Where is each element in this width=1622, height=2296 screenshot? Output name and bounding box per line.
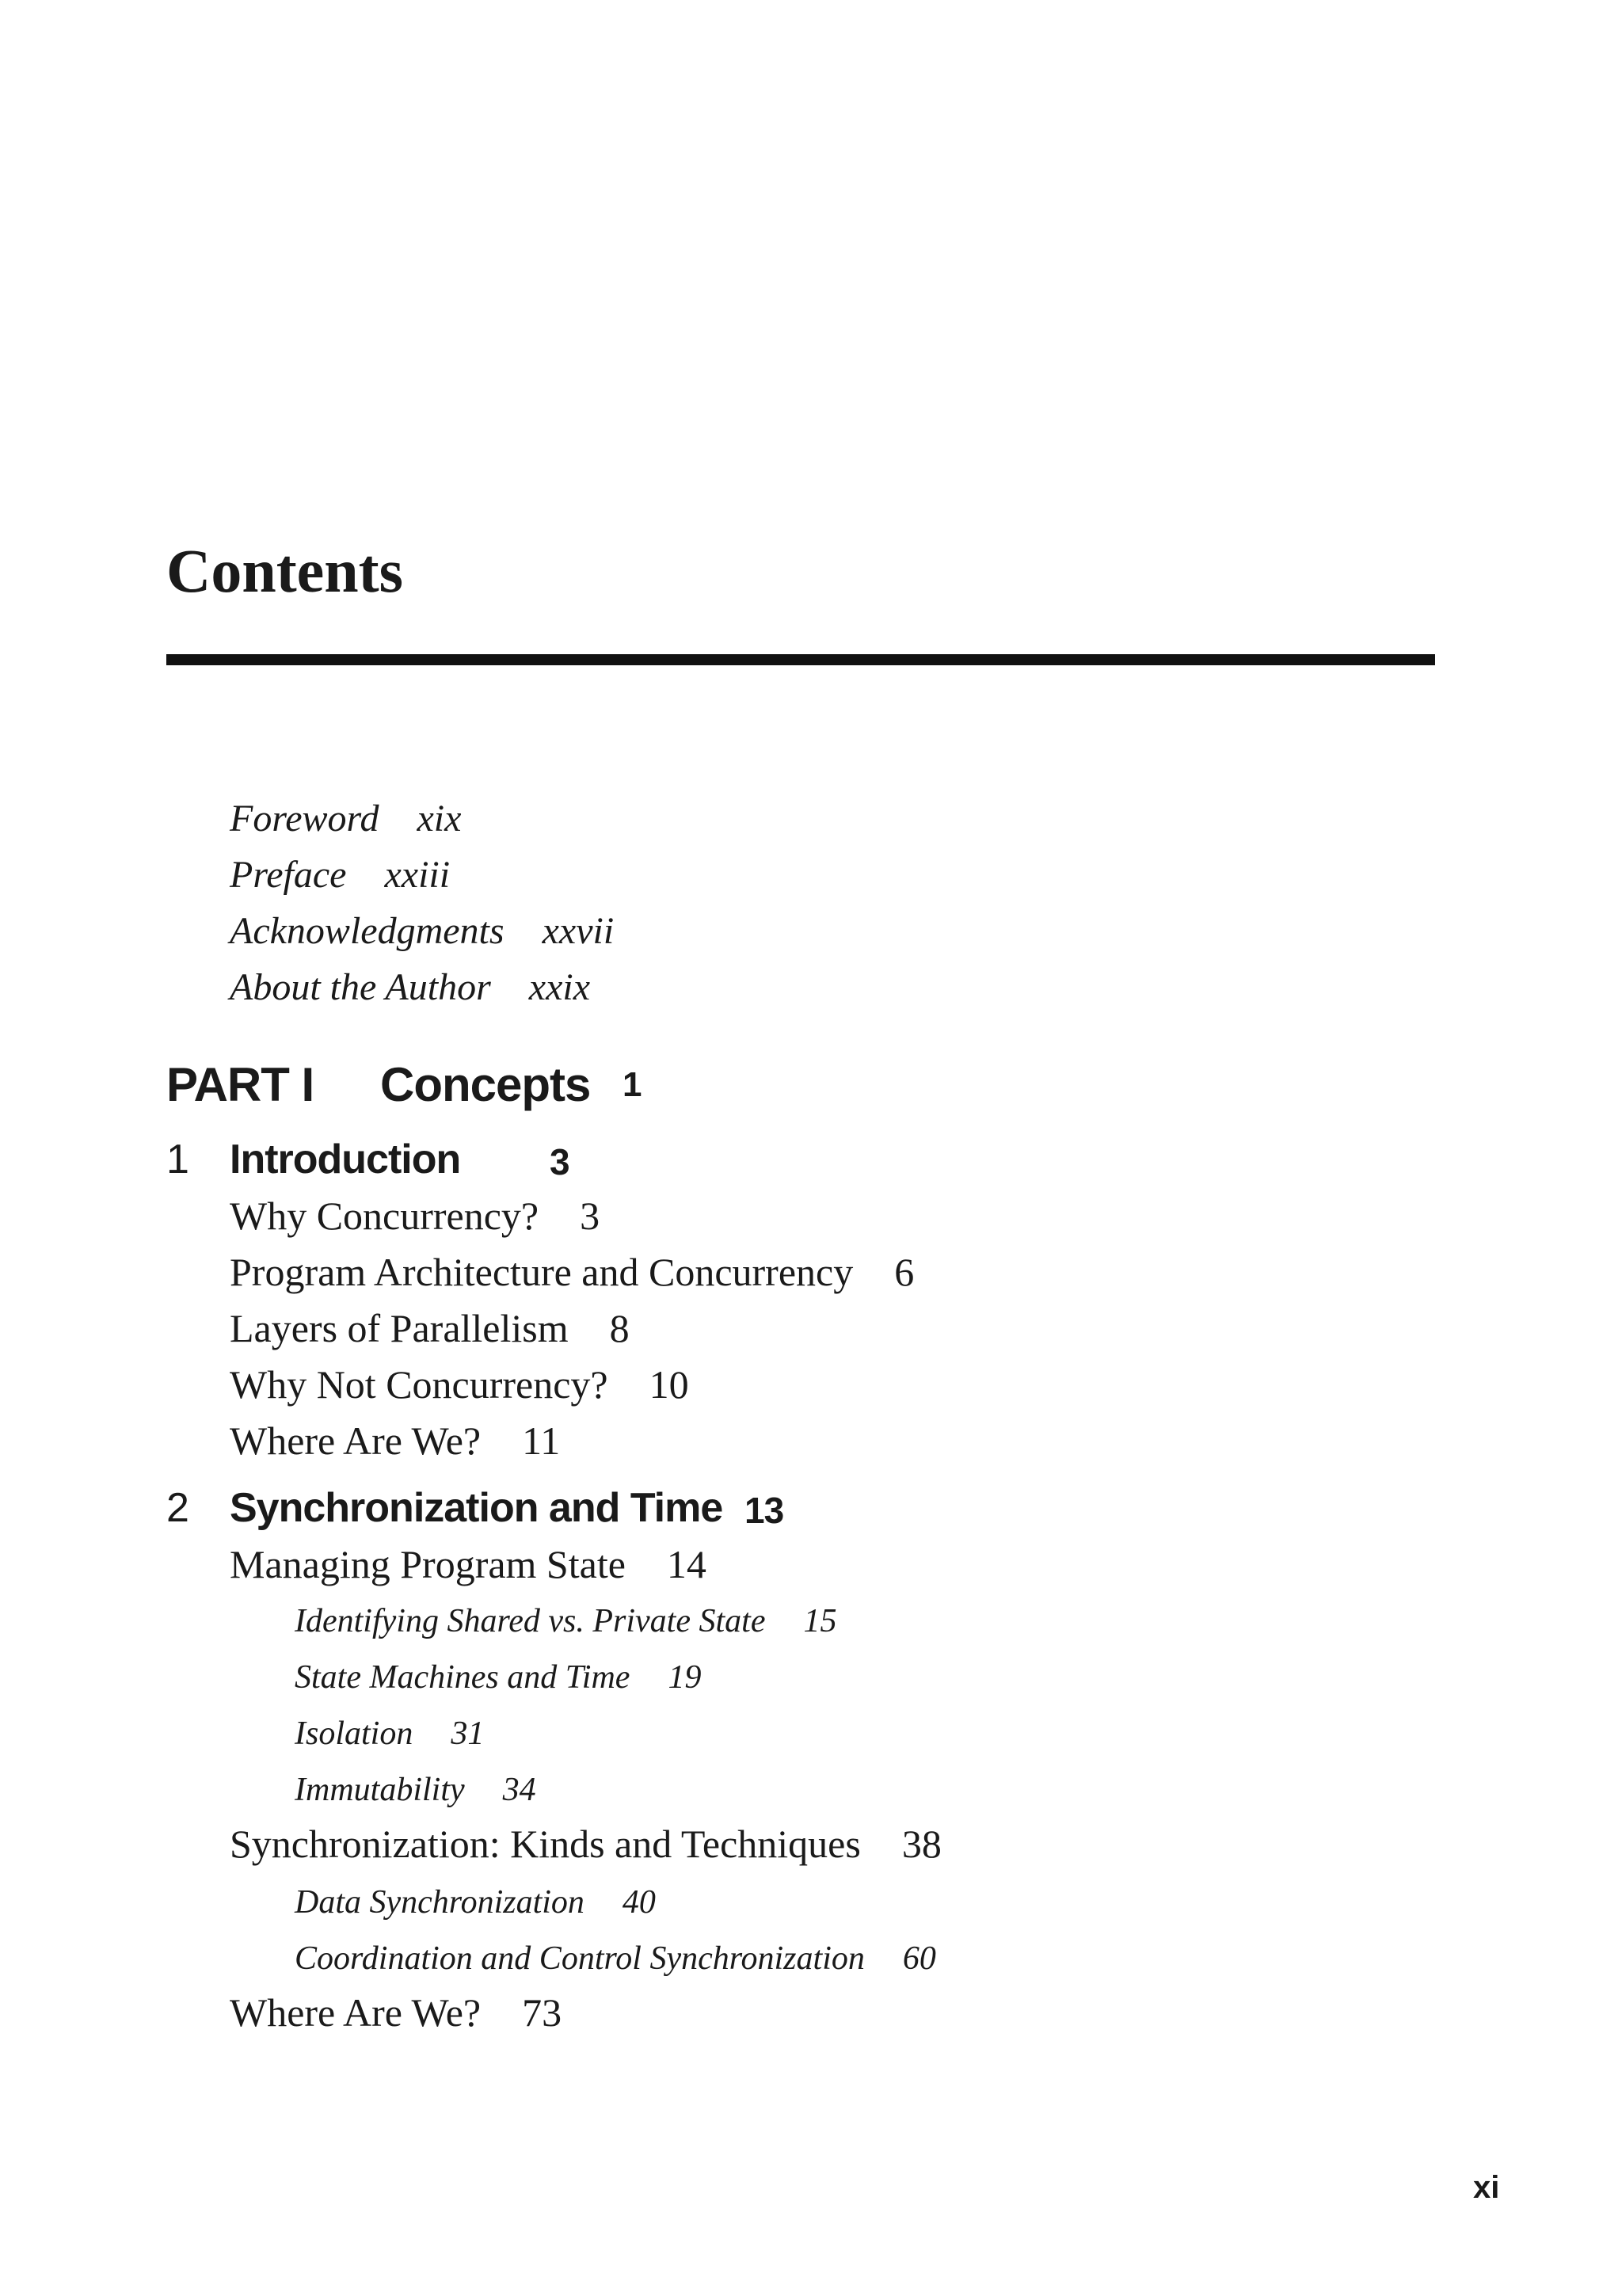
- chapter-title: Introduction: [230, 1137, 461, 1182]
- entry-label: Isolation: [295, 1715, 413, 1752]
- page-folio: xi: [1473, 2170, 1500, 2205]
- toc-section[interactable]: [230, 1824, 942, 1864]
- chapter-number: 1: [166, 1137, 188, 1182]
- toc-section[interactable]: [230, 1308, 630, 1348]
- toc-section[interactable]: [230, 1196, 600, 1236]
- entry-label: Data Synchronization: [295, 1884, 584, 1921]
- toc-section[interactable]: [230, 1418, 561, 1463]
- entry-page: 14: [666, 1542, 706, 1586]
- entry-page: 34: [502, 1772, 536, 1808]
- entry-page: 3: [580, 1194, 600, 1238]
- chapter-page: 13: [744, 1490, 784, 1531]
- entry-page: 15: [803, 1603, 837, 1639]
- entry-label: State Machines and Time: [295, 1659, 630, 1696]
- entry-label: Acknowledgments: [230, 910, 504, 952]
- toc-section[interactable]: [230, 1362, 689, 1407]
- chapter-page: 3: [550, 1141, 569, 1182]
- chapter-number: 2: [166, 1485, 188, 1531]
- entry-page: 10: [649, 1362, 689, 1407]
- page-title: Contents: [166, 536, 404, 605]
- toc-subsection[interactable]: [295, 1886, 656, 1919]
- entry-page: xix: [417, 798, 462, 840]
- toc-subsection[interactable]: [295, 1773, 536, 1807]
- entry-label: Coordination and Control Synchronization: [295, 1940, 865, 1977]
- entry-label: Why Concurrency?: [230, 1194, 539, 1238]
- toc-section[interactable]: [230, 1990, 562, 2035]
- toc-section[interactable]: [230, 1544, 706, 1584]
- part-name: Concepts: [380, 1058, 591, 1111]
- entry-page: 38: [901, 1822, 942, 1866]
- chapter-title: Synchronization and Time: [230, 1485, 723, 1531]
- entry-label: About the Author: [230, 966, 491, 1008]
- toc-entry-acknowledgments[interactable]: [230, 912, 614, 950]
- entry-page: xxix: [528, 966, 591, 1008]
- toc-subsection[interactable]: [295, 1661, 701, 1694]
- entry-page: 19: [668, 1659, 702, 1696]
- entry-label: Program Architecture and Concurrency: [230, 1250, 854, 1294]
- entry-page: 73: [522, 1990, 562, 2035]
- entry-page: xxiii: [384, 854, 451, 896]
- entry-label: Immutability: [295, 1772, 465, 1808]
- entry-label: Identifying Shared vs. Private State: [295, 1603, 766, 1639]
- entry-page: 6: [894, 1250, 915, 1294]
- toc-entry-preface[interactable]: [230, 856, 450, 894]
- entry-label: Layers of Parallelism: [230, 1306, 569, 1350]
- entry-page: xxvii: [542, 910, 615, 952]
- entry-label: Foreword: [230, 798, 379, 840]
- entry-label: Why Not Concurrency?: [230, 1362, 608, 1407]
- entry-page: 40: [622, 1884, 656, 1921]
- entry-label: Where Are We?: [230, 1990, 482, 2035]
- entry-label: Preface: [230, 854, 347, 896]
- toc-subsection[interactable]: [295, 1942, 936, 1975]
- toc-entry-about-the-author[interactable]: [230, 966, 591, 1008]
- entry-label: Where Are We?: [230, 1418, 482, 1463]
- title-rule: [166, 654, 1435, 665]
- toc-section[interactable]: [230, 1252, 914, 1292]
- toc-part-heading[interactable]: [166, 1058, 642, 1111]
- part-label: PART I: [166, 1058, 314, 1111]
- entry-label: Managing Program State: [230, 1542, 626, 1586]
- entry-page: 8: [609, 1306, 630, 1350]
- toc-entry-foreword[interactable]: [230, 800, 461, 838]
- entry-page: 60: [902, 1940, 936, 1977]
- toc-subsection[interactable]: [295, 1605, 836, 1638]
- toc-subsection[interactable]: [295, 1717, 484, 1750]
- entry-page: 11: [522, 1418, 561, 1463]
- entry-page: 31: [451, 1715, 485, 1752]
- entry-label: Synchronization: Kinds and Techniques: [230, 1822, 861, 1866]
- part-page: 1: [623, 1065, 642, 1104]
